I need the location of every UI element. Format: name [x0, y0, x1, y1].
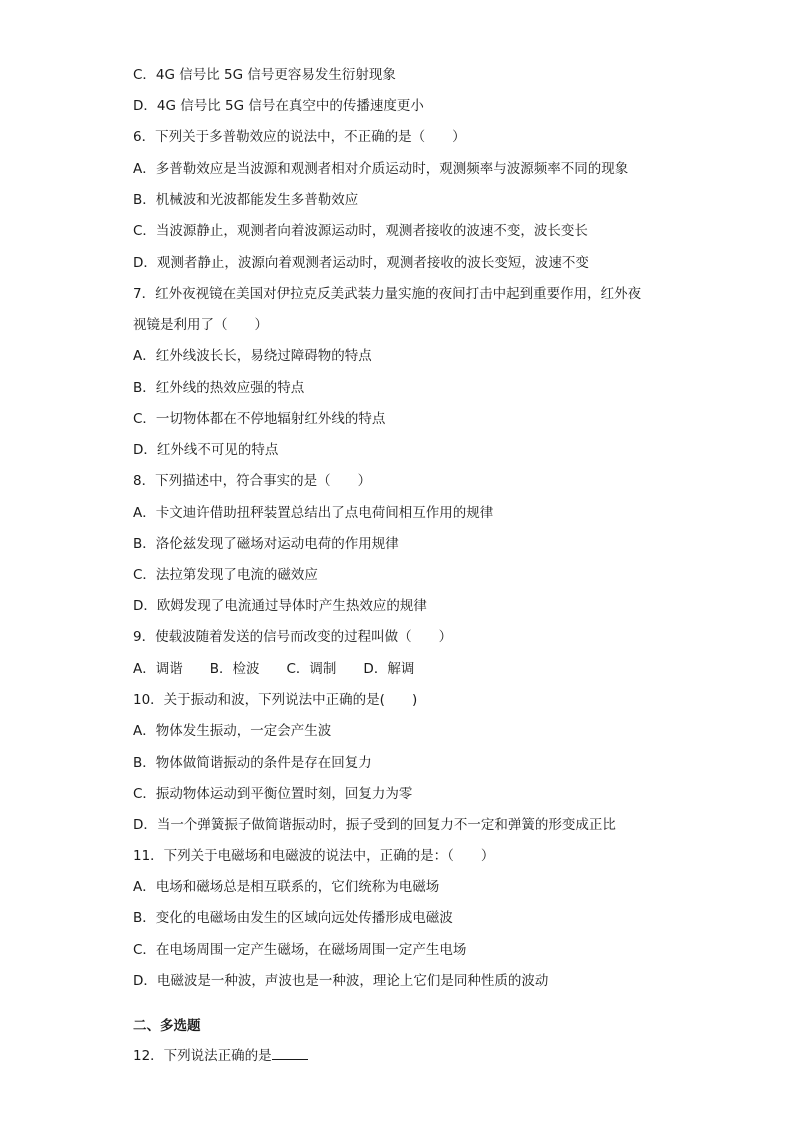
option-b-q11: B．变化的电磁场由发生的区域向远处传播形成电磁波: [133, 910, 453, 926]
option-c-q11: C．在电场周围一定产生磁场，在磁场周围一定产生电场: [133, 942, 467, 958]
option-d-q8: D．欧姆发现了电流通过导体时产生热效应的规律: [133, 598, 427, 614]
option-a-q10: A．物体发生振动，一定会产生波: [133, 723, 332, 739]
option-c-q10: C．振动物体运动到平衡位置时刻，回复力为零: [133, 786, 413, 802]
option-b-q10: B．物体做简谐振动的条件是存在回复力: [133, 755, 372, 771]
option-b-q7: B．红外线的热效应强的特点: [133, 380, 305, 396]
question-12-text: 12．下列说法正确的是: [133, 1048, 272, 1064]
option-b-q8: B．洛伦兹发现了磁场对运动电荷的作用规律: [133, 536, 399, 552]
option-d-q11: D．电磁波是一种波，声波也是一种波，理论上它们是同种性质的波动: [133, 973, 549, 989]
option-d-q10: D．当一个弹簧振子做简谐振动时，振子受到的回复力不一定和弹簧的形变成正比: [133, 817, 616, 833]
question-12: [133, 1045, 308, 1065]
question-11: 11．下列关于电磁场和电磁波的说法中，正确的是：（ ）: [133, 848, 495, 864]
options-q9: A．调谐 B．检波 C．调制 D．解调: [133, 661, 415, 677]
option-c-q7: C．一切物体都在不停地辐射红外线的特点: [133, 411, 386, 427]
question-8: 8．下列描述中，符合事实的是（ ）: [133, 473, 372, 489]
question-7-line-1: 7．红外夜视镜在美国对伊拉克反美武装力量实施的夜间打击中起到重要作用，红外夜: [133, 286, 642, 302]
question-7-line-2: 视镜是利用了（ ）: [133, 317, 268, 333]
option-a-q11: A．电场和磁场总是相互联系的，它们统称为电磁场: [133, 879, 440, 895]
option-a-q7: A．红外线波长长，易绕过障碍物的特点: [133, 348, 372, 364]
option-d-q5: D．4G 信号比 5G 信号在真空中的传播速度更小: [133, 98, 424, 114]
question-6: 6．下列关于多普勒效应的说法中，不正确的是（ ）: [133, 129, 466, 145]
section-heading-multiple-choice: 二、多选题: [133, 1018, 201, 1034]
option-b-q6: B．机械波和光波都能发生多普勒效应: [133, 192, 359, 208]
option-c-q6: C．当波源静止，观测者向着波源运动时，观测者接收的波速不变，波长变长: [133, 223, 588, 239]
answer-blank: [272, 1045, 308, 1060]
question-10: 10．关于振动和波，下列说法中正确的是( ): [133, 692, 418, 708]
option-a-q8: A．卡文迪许借助扭秤装置总结出了点电荷间相互作用的规律: [133, 505, 494, 521]
option-c-q8: C．法拉第发现了电流的磁效应: [133, 567, 318, 583]
option-c-q5: C．4G 信号比 5G 信号更容易发生衍射现象: [133, 67, 396, 83]
option-d-q7: D．红外线不可见的特点: [133, 442, 279, 458]
option-a-q6: A．多普勒效应是当波源和观测者相对介质运动时，观测频率与波源频率不同的现象: [133, 161, 629, 177]
option-d-q6: D．观测者静止，波源向着观测者运动时，观测者接收的波长变短，波速不变: [133, 255, 589, 271]
question-9: 9．使载波随着发送的信号而改变的过程叫做（ ）: [133, 629, 453, 645]
